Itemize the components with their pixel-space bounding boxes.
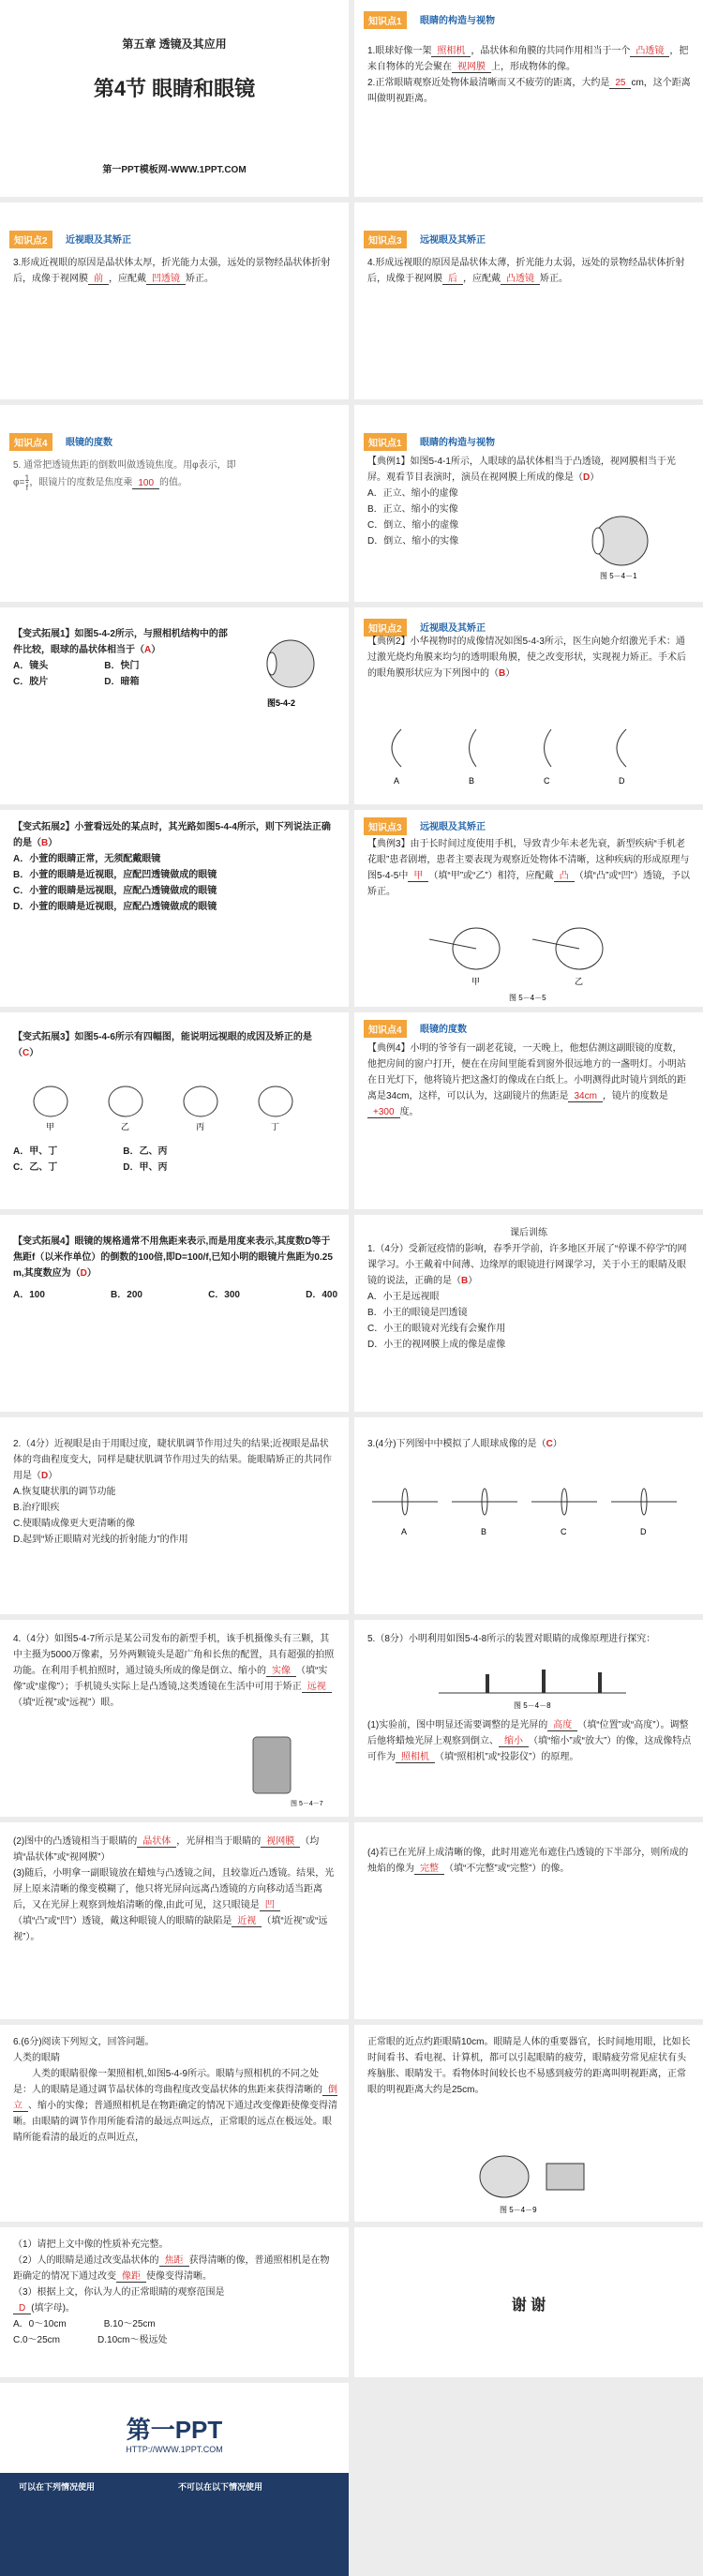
text: （填“实像”或“虚像”）；手机镜头实际上是凸透镜,这类透镜在生活中可用于矫正 bbox=[13, 1666, 328, 1692]
option: D.10cm～极远处 bbox=[97, 2335, 168, 2345]
content bbox=[367, 255, 692, 287]
logo: 第一PPT bbox=[126, 2416, 223, 2444]
content bbox=[367, 1631, 692, 1647]
text: (1)实验前，图中明显还需要调整的是光屏的 bbox=[367, 1720, 548, 1730]
text: 2.（4分）近视眼是由于用眼过度，睫状肌调节作用过失的结果;近视眼是晶状体的弯曲程度变大，同样是睫状肌调节作用过失的结果。能眼睛矫正的共同作用是 bbox=[13, 1439, 332, 1481]
option: A．小王是远视眼 bbox=[367, 1292, 440, 1302]
text: （均填“晶状体”或“视网膜”） bbox=[13, 1836, 320, 1863]
license-band bbox=[0, 2473, 349, 2576]
option: D．暗箱 bbox=[104, 677, 140, 687]
content bbox=[367, 836, 690, 900]
option: B．正立、缩小的实像 bbox=[367, 504, 458, 515]
cornea-figures bbox=[373, 720, 692, 795]
slide-license bbox=[0, 2383, 349, 2576]
option: B.治疗眼疾 bbox=[13, 1503, 60, 1513]
option-label: C bbox=[544, 776, 550, 786]
option: C．小王的眼镜对光线有会聚作用 bbox=[367, 1324, 506, 1334]
text: （填“凸”或“凹”）透镜，予以矫正。 bbox=[367, 871, 691, 897]
answer: 凹透镜 bbox=[146, 274, 186, 285]
answer: D bbox=[80, 1268, 87, 1279]
eye-camera-figure bbox=[457, 2147, 598, 2218]
text: （填“近视”或“远视”）眼。 bbox=[13, 1698, 120, 1708]
text: 矫正。 bbox=[186, 274, 214, 284]
text: 【变式拓展1】如图5-4-2所示，与照相机结构中的部件比较，眼球的晶状体相当于 bbox=[13, 629, 228, 655]
text: 5. 通常把透镜焦距的倒数叫做透镜焦度。用φ表示，即 bbox=[13, 460, 236, 471]
tag-title: 眼镜的度数 bbox=[66, 438, 112, 448]
option-b-figure bbox=[469, 729, 476, 786]
content bbox=[13, 457, 337, 492]
option: B．快门 bbox=[104, 661, 140, 671]
option-label: B bbox=[481, 1527, 487, 1536]
slide-variant-2 bbox=[0, 810, 349, 1007]
text: ，眼镜片的度数是焦度乘 bbox=[29, 477, 133, 488]
text: φ= bbox=[13, 477, 25, 488]
text: 【典例3】由于长时间过度使用手机，导致青少年未老先衰，新型疾病“手机老花眼”患者剧增，患者主要表现为观察近处物体不清晰，这种疾病的形成原理与图5-4-5中 bbox=[367, 839, 690, 881]
text: 【典例4】小明的爷爷有一副老花镜，一天晚上，他想估测这副眼镜的度数，他把房间的窗户打开，便在在房间里能看到窗外很远地方的一盏明灯。小明站在日光灯下，他将镜片把这盏灯的像成在白纸上。小明测得此时镜片到纸的距离是34cm，这样，可以认为，这副镜片的焦距是 bbox=[367, 1043, 686, 1101]
answer: B bbox=[461, 1276, 469, 1286]
slide-reading-2 bbox=[354, 2025, 703, 2222]
slide-example-4 bbox=[354, 1012, 703, 1209]
answer: C bbox=[22, 1048, 30, 1058]
optical-bench-figure bbox=[429, 1665, 636, 1712]
page-title: 第4节 眼睛和眼镜 bbox=[93, 77, 256, 100]
text: (2)图中的凸透镜相当于眼睛的 bbox=[13, 1836, 138, 1847]
figure-caption: 图 5－4－7 bbox=[291, 1801, 323, 1807]
text: 【变式拓展4】眼镜的规格通常不用焦距来表示,而是用度来表示,其度数D等于焦距f（以米作单位）的倒数的100倍,即D=100/f,已知小明的眼镜片焦距为0.25 m,其度数应为 bbox=[13, 1236, 333, 1279]
slide-knowledge-4 bbox=[0, 405, 349, 602]
text: 1.（4分）受新冠疫情的影响，春季开学前，许多地区开展了“停课不停学”的网课学习。小王戴着中间薄、边缘厚的眼镜进行网课学习，关于小王的眼睛及眼镜的说法，正确的是 bbox=[367, 1244, 687, 1286]
answer: 凸 bbox=[554, 871, 575, 882]
four-figures bbox=[13, 1078, 332, 1134]
answer: 倒立 bbox=[13, 2085, 337, 2111]
figure-caption: 图 5－4－9 bbox=[500, 2206, 537, 2214]
text: 【变式拓展3】如图5-4-6所示有四幅图，能说明远视眼的成因及矫正的是 bbox=[13, 1032, 312, 1042]
content: 【典例2】小华视物时的成像情况如图5-4-3所示，医生向她介绍激光手术：通过激光烧灼角膜来均匀的透明眼角膜，使之改变形状，实现视力矫正。手术后的眼角膜形状应为下列图中的（B） bbox=[367, 637, 686, 679]
text: (3)随后，小明拿一副眼镜放在蜡烛与凸透镜之间，且较靠近凸透镜。结果，光屏上原来清晰的像变模糊了，他只将光屏向远离凸透镜的方向移动适当距离后，又在光屏上观察到烛焰清晰的像,由此可见，这只眼镜是 bbox=[13, 1868, 335, 1910]
tag-title: 远视眼及其矫正 bbox=[420, 822, 486, 832]
text: (填字母)。 bbox=[31, 2303, 75, 2314]
option: D.起到“矫正眼睛对光线的折射能力”的作用 bbox=[13, 1535, 188, 1545]
chapter-label: 第五章 透镜及其应用 bbox=[122, 37, 227, 51]
tag-title: 远视眼及其矫正 bbox=[420, 235, 486, 246]
slide-variant-1 bbox=[0, 607, 349, 804]
option-label: C bbox=[561, 1527, 567, 1536]
text: （填“照相机”或“投影仪”）的原理。 bbox=[435, 1752, 579, 1762]
text: 5.（8分）小明利用如图5-4-8所示的装置对眼睛的成像原理进行探究： bbox=[367, 1634, 656, 1644]
figure-caption: 图 5－4－1 bbox=[600, 572, 637, 580]
tag: 知识点1 bbox=[364, 11, 407, 29]
figure-caption: 图 5－4－5 bbox=[509, 994, 546, 1002]
question: （1）请把上文中像的性质补充完整。 bbox=[13, 2239, 169, 2250]
option: A．100 bbox=[13, 1290, 45, 1300]
answer: C bbox=[546, 1439, 553, 1449]
answer: 远视 bbox=[302, 1682, 332, 1693]
option: C.0～25cm bbox=[13, 2335, 61, 2345]
figure-label: 甲 bbox=[46, 1122, 55, 1131]
option: D．小萱的眼睛是近视眼，应配凸透镜做成的眼镜 bbox=[13, 902, 217, 912]
text: （填“位置”或“高度”）。调整后他将蜡烛光屏上观察到倒立、 bbox=[367, 1720, 689, 1746]
option: D．倒立、缩小的实像 bbox=[367, 536, 459, 547]
figure-jia bbox=[34, 1086, 67, 1131]
content: 2.（4分）近视眼是由于用眼过度，睫状肌调节作用过失的结果;近视眼是晶状体的弯曲程度变大，同样是睫状肌调节作用过失的结果。能眼睛矫正的共同作用是（D） A.恢复睫状肌的调节功能 B.治疗眼疾 C.使眼睛成像更大更清晰的像 D.起到“矫正眼睛对光线的折射能力”的作用 bbox=[13, 1436, 337, 1548]
text: （3）根据上文，你认为人的正常眼睛的观察范围是 bbox=[13, 2287, 225, 2298]
figure-caption: 图5-4-2 bbox=[267, 698, 296, 708]
option: A．镜头 bbox=[13, 661, 49, 671]
answer: 近视 bbox=[232, 1916, 262, 1927]
text: 【典例2】小华视物时的成像情况如图5-4-3所示，医生向她介绍激光手术：通过激光烧灼角膜来均匀的透明眼角膜，使之改变形状，实现视力矫正。手术后的眼角膜形状应为下列图中的 bbox=[367, 637, 686, 679]
content: 【变式拓展2】小萱看远处的某点时，其光路如图5-4-4所示，则下列说法正确的是（B） A．小萱的眼睛正常，无须配戴眼镜 B．小萱的眼睛是近视眼，应配凹透镜做成的眼镜 C．小萱的眼睛是远视眼，应配凸透镜做成的眼镜 D．小萱的眼睛是近视眼，应配凸透镜做成的眼镜 bbox=[13, 819, 337, 915]
answer: 焦距 bbox=[159, 2255, 189, 2267]
text: 上，形成物体的像。 bbox=[491, 62, 576, 72]
answer: 视网膜 bbox=[261, 1836, 300, 1848]
slide-thanks bbox=[354, 2227, 703, 2377]
tag: 知识点4 bbox=[9, 433, 52, 451]
option: A.恢复睫状肌的调节功能 bbox=[13, 1487, 116, 1497]
option-d-figure bbox=[611, 1489, 677, 1536]
ray-figure bbox=[429, 921, 636, 1005]
figure-label: 丁 bbox=[271, 1122, 280, 1131]
slide-example-3 bbox=[354, 810, 703, 1007]
reading-title: 6.(6分)阅读下列短文，回答问题。 bbox=[13, 2037, 155, 2047]
text: ，应配戴 bbox=[109, 274, 146, 284]
text: 人类的眼睛很像一架照相机,如图5-4-9所示。眼睛与照相机的不同之处是：人的眼睛是通过调节晶状体的弯曲程度改变晶状体的焦距来获得清晰的 bbox=[13, 2069, 322, 2095]
option: B．乙、丙 bbox=[123, 1146, 168, 1157]
slide-example-1 bbox=[354, 405, 703, 602]
slide-knowledge-2 bbox=[0, 202, 349, 399]
section-title: 课后训练 bbox=[510, 1228, 547, 1238]
answer: 实像 bbox=[266, 1666, 296, 1677]
text: 【变式拓展2】小萱看远处的某点时，其光路如图5-4-4所示，则下列说法正确的是 bbox=[13, 822, 331, 848]
tag: 知识点2 bbox=[9, 231, 52, 248]
option-label: D bbox=[619, 776, 625, 786]
option: A．甲、丁 bbox=[13, 1146, 58, 1157]
option: B.10～25cm bbox=[103, 2319, 156, 2329]
answer: D bbox=[583, 472, 591, 483]
answer: +300 bbox=[367, 1107, 400, 1118]
tag: 知识点2 bbox=[364, 619, 407, 637]
answer: 甲 bbox=[408, 871, 428, 882]
content: 【变式拓展4】眼镜的规格通常不用焦距来表示,而是用度来表示,其度数D等于焦距f（以米作单位）的倒数的100倍,即D=100/f,已知小明的眼镜片焦距为0.25 m,其度数应为（D） A．100 B．200 C．300 D．400 bbox=[13, 1234, 337, 1303]
option: D．小王的视网膜上成的像是虚像 bbox=[367, 1340, 506, 1350]
text: ，把来自物体的光会聚在 bbox=[367, 46, 689, 72]
text: 的值。 bbox=[159, 477, 188, 488]
text: （填“缩小”或“放大”）的像，这成像特点可作为 bbox=[367, 1736, 692, 1762]
subtitle: 第一PPT模板网-WWW.1PPT.COM bbox=[102, 165, 247, 175]
figure-label: 乙 bbox=[121, 1122, 130, 1131]
option-a-figure bbox=[392, 729, 401, 786]
slide-exercise-5c bbox=[354, 1822, 703, 2019]
lens-figures bbox=[367, 1474, 686, 1549]
figure-label: 丙 bbox=[196, 1122, 205, 1131]
tag-title: 眼镜的度数 bbox=[420, 1025, 467, 1035]
option-b-figure bbox=[452, 1489, 517, 1536]
text: ，光屏相当于眼睛的 bbox=[176, 1836, 262, 1847]
slide-variant-3 bbox=[0, 1012, 349, 1209]
answer: 凹 bbox=[260, 1900, 280, 1911]
answer: A bbox=[144, 645, 152, 655]
thanks-text: 谢 谢 bbox=[511, 2298, 546, 2314]
option: A．0～10cm bbox=[13, 2319, 67, 2329]
slide-exercise-4 bbox=[0, 1620, 349, 1817]
answer: D bbox=[41, 1471, 49, 1481]
answer: 高度 bbox=[547, 1720, 577, 1731]
figure-yi bbox=[109, 1086, 142, 1131]
text: （填“甲”或“乙”）相符，应配戴 bbox=[428, 871, 554, 881]
text: (4)若已在光屏上成清晰的像，此时用遮光布遮住凸透镜的下半部分，则所成的烛焰的像为 bbox=[367, 1848, 689, 1874]
option: A．正立、缩小的虚像 bbox=[367, 488, 458, 499]
text: 4.（4分）如图5-4-7所示是某公司发布的新型手机，该手机摄像头有三颗，其中主摄为5000万像素，另外两颗镜头是超广角和长焦的配置，具有超强的拍照功能。在利用手机拍照时，通过镜头所成的像是倒立、缩小的 bbox=[13, 1634, 335, 1676]
slide-reading bbox=[0, 2025, 349, 2222]
answer: 照相机 bbox=[431, 46, 471, 57]
text: （填“凸”或“凹”）透镜，戴这种眼镜人的眼睛的缺陷是 bbox=[13, 1916, 232, 1926]
content bbox=[13, 1834, 337, 1945]
slide-title bbox=[0, 0, 349, 197]
answer: 100 bbox=[132, 478, 159, 489]
option: A．小萱的眼睛正常，无须配戴眼镜 bbox=[13, 854, 161, 864]
option-label: D bbox=[640, 1527, 647, 1536]
option-label: B bbox=[469, 776, 475, 786]
answer: 完整 bbox=[414, 1864, 444, 1875]
tag-title: 眼睛的构造与视物 bbox=[420, 16, 495, 26]
content bbox=[367, 1845, 692, 1877]
slide-knowledge-1 bbox=[354, 0, 703, 197]
slide-exercise-5 bbox=[354, 1620, 703, 1817]
slide-exercise-2 bbox=[0, 1417, 349, 1614]
tag-title: 眼睛的构造与视物 bbox=[420, 438, 495, 448]
text: （填“近视”或“远视”）。 bbox=[13, 1916, 328, 1942]
tag: 知识点3 bbox=[364, 817, 407, 835]
option: B．200 bbox=[111, 1290, 142, 1300]
text: 、缩小的实像；普通照相机是在物距确定的情况下通过改变像距使像变得清晰。由眼睛的调节作用所能看清的最远点叫远点，正常眼的远点在极远处。眼睛所能看清的最近的点叫近点， bbox=[13, 2101, 337, 2143]
figure-bing bbox=[184, 1086, 217, 1131]
text: 【典例1】如图5-4-1所示，人眼球的晶状体相当于凸透镜，视网膜相当于光屏。观看节目表演时，演员在视网膜上所成的像是 bbox=[367, 457, 676, 483]
reading-subtitle: 人类的眼睛 bbox=[13, 2053, 60, 2063]
option-c-figure bbox=[531, 1489, 597, 1536]
text: （填“不完整”或“完整”）的像。 bbox=[444, 1864, 570, 1874]
option: C．乙、丁 bbox=[13, 1162, 58, 1173]
option-label: A bbox=[394, 776, 400, 786]
text: 3.(4分)下列图中中模拟了人眼球成像的是 bbox=[367, 1439, 537, 1449]
figure-label: 乙 bbox=[575, 977, 584, 986]
option: C．倒立、缩小的虚像 bbox=[367, 520, 459, 531]
content: 3.(4分)下列图中中模拟了人眼球成像的是（C） bbox=[367, 1439, 562, 1449]
text: ，镜片的度数是 bbox=[602, 1091, 668, 1101]
text: （2）人的眼睛是通过改变晶状体的 bbox=[13, 2255, 159, 2266]
license-left-title: 可以在下列情况使用 bbox=[19, 2482, 96, 2492]
slide-exercise-3 bbox=[354, 1417, 703, 1614]
answer: 前 bbox=[88, 274, 109, 285]
text: 度。 bbox=[399, 1107, 419, 1117]
slide-reading-questions bbox=[0, 2227, 349, 2377]
option: B．小王的眼镜是凹透镜 bbox=[367, 1308, 468, 1318]
reading-paragraph bbox=[13, 2066, 337, 2146]
content bbox=[367, 43, 692, 107]
content bbox=[13, 2034, 337, 2146]
text: 获得清晰的像，普通照相机是在物距确定的情况下通过改变 bbox=[13, 2255, 330, 2282]
text: 2.正常眼睛观察近处物体最清晰而又不疲劳的距离，大约是 bbox=[367, 78, 610, 88]
tag: 知识点4 bbox=[364, 1020, 407, 1038]
answer: B bbox=[499, 668, 506, 679]
option: D．甲、丙 bbox=[123, 1162, 168, 1173]
answer: 后 bbox=[442, 274, 463, 285]
figure-yi bbox=[532, 928, 603, 986]
answer: 凸透镜 bbox=[501, 274, 540, 285]
question-1 bbox=[367, 1717, 692, 1765]
content: 【典例1】如图5-4-1所示，人眼球的晶状体相当于凸透镜，视网膜相当于光屏。观看节目表演时，演员在视网膜上所成的像是（D） A．正立、缩小的虚像 B．正立、缩小的实像 C．倒立、缩小的虚像 D．倒立、缩小的实像 bbox=[367, 454, 688, 549]
option-c-figure bbox=[544, 729, 551, 786]
option-label: A bbox=[401, 1527, 408, 1536]
option-d-figure bbox=[617, 729, 626, 786]
answer: 34cm bbox=[568, 1091, 602, 1102]
option: C.使眼睛成像更大更清晰的像 bbox=[13, 1519, 135, 1529]
text: ，晶状体和角膜的共同作用相当于一个 bbox=[471, 46, 631, 56]
question bbox=[13, 2253, 337, 2284]
slide-exercise-1 bbox=[354, 1215, 703, 1412]
text: 矫正。 bbox=[540, 274, 568, 284]
eye-figure bbox=[570, 508, 673, 583]
option: D．400 bbox=[306, 1290, 337, 1300]
slide-variant-4 bbox=[0, 1215, 349, 1412]
option-a-figure bbox=[372, 1489, 438, 1536]
tag: 知识点1 bbox=[364, 433, 407, 451]
text: ，应配戴 bbox=[463, 274, 501, 284]
answer: 像距 bbox=[116, 2271, 146, 2283]
figure-ding bbox=[259, 1086, 292, 1131]
answer: 缩小 bbox=[499, 1736, 529, 1747]
answer: 25 bbox=[609, 78, 631, 89]
figure-jia bbox=[429, 928, 500, 986]
content: 【变式拓展1】如图5-4-2所示，与照相机结构中的部件比较，眼球的晶状体相当于（A） A．镜头 B．快门 C．胶片 D．暗箱 bbox=[13, 626, 236, 690]
option: C．300 bbox=[208, 1290, 240, 1300]
text: 使像变得清晰。 bbox=[146, 2271, 212, 2282]
text: 3.形成近视眼的原因是晶状体太厚，折光能力太强，远处的景物经晶状体折射后，成像于视网膜 bbox=[13, 258, 331, 284]
options bbox=[13, 1144, 337, 1176]
content bbox=[13, 1631, 337, 1711]
fraction: 1 f bbox=[24, 473, 30, 492]
tag-title: 近视眼及其矫正 bbox=[420, 623, 486, 634]
answer: 凸透镜 bbox=[630, 46, 669, 57]
option: C．胶片 bbox=[13, 677, 49, 687]
answer: 照相机 bbox=[396, 1752, 435, 1763]
option: C．小萱的眼睛是远视眼，应配凸透镜做成的眼镜 bbox=[13, 886, 217, 896]
answer: 晶状体 bbox=[137, 1836, 176, 1848]
question bbox=[13, 2284, 337, 2316]
answer: D bbox=[13, 2303, 31, 2314]
license-right-title: 不可以在以下情况使用 bbox=[178, 2482, 263, 2492]
content: 【变式拓展3】如图5-4-6所示有四幅图，能说明远视眼的成因及矫正的是（C） bbox=[13, 1032, 312, 1058]
slide-example-2 bbox=[354, 607, 703, 804]
logo-url: HTTP://WWW.1PPT.COM bbox=[126, 2445, 223, 2454]
tag-title: 近视眼及其矫正 bbox=[66, 235, 131, 246]
reading-paragraph: 正常眼的近点约距眼睛10cm。眼睛是人体的重要器官，长时间地用眼，比如长时间看书、看电视、计算机，都可以引起眼睛的疲劳，眼睛疲劳常见症状有头疼脑胀、眼睛发干。看物体时间较长也不易感到疲劳的距离叫明视距离，正常眼的明视距离大约是25cm。 bbox=[367, 2037, 691, 2095]
tag: 知识点3 bbox=[364, 231, 407, 248]
answer: 视网膜 bbox=[452, 62, 491, 73]
content bbox=[13, 2237, 337, 2348]
content bbox=[367, 1041, 690, 1120]
option: B．小萱的眼睛是近视眼，应配凹透镜做成的眼镜 bbox=[13, 870, 217, 880]
figure-caption: 图 5－4－8 bbox=[514, 1701, 551, 1710]
phone-figure bbox=[244, 1732, 337, 1813]
answer: B bbox=[41, 838, 49, 848]
text: cm，这个距离叫做明视距离。 bbox=[367, 78, 691, 104]
content bbox=[13, 255, 337, 287]
eye-figure bbox=[244, 626, 337, 711]
slide-exercise-5b bbox=[0, 1822, 349, 2019]
content: 1.（4分）受新冠疫情的影响，春季开学前，许多地区开展了“停课不停学”的网课学习。小王戴着中间薄、边缘厚的眼镜进行网课学习，关于小王的眼睛及眼镜的说法，正确的是（B） A．小王是远视眼 B．小王的眼镜是凹透镜 C．小王的眼镜对光线有会聚作用 D．小王的视网膜上成的像是虚像 bbox=[367, 1241, 692, 1353]
figure-label: 甲 bbox=[471, 977, 481, 986]
text: 1.眼球好像一架 bbox=[367, 46, 432, 56]
text: 4.形成远视眼的原因是晶状体太薄，折光能力太弱，远处的景物经晶状体折射后，成像于视网膜 bbox=[367, 258, 685, 284]
slide-knowledge-3 bbox=[354, 202, 703, 399]
